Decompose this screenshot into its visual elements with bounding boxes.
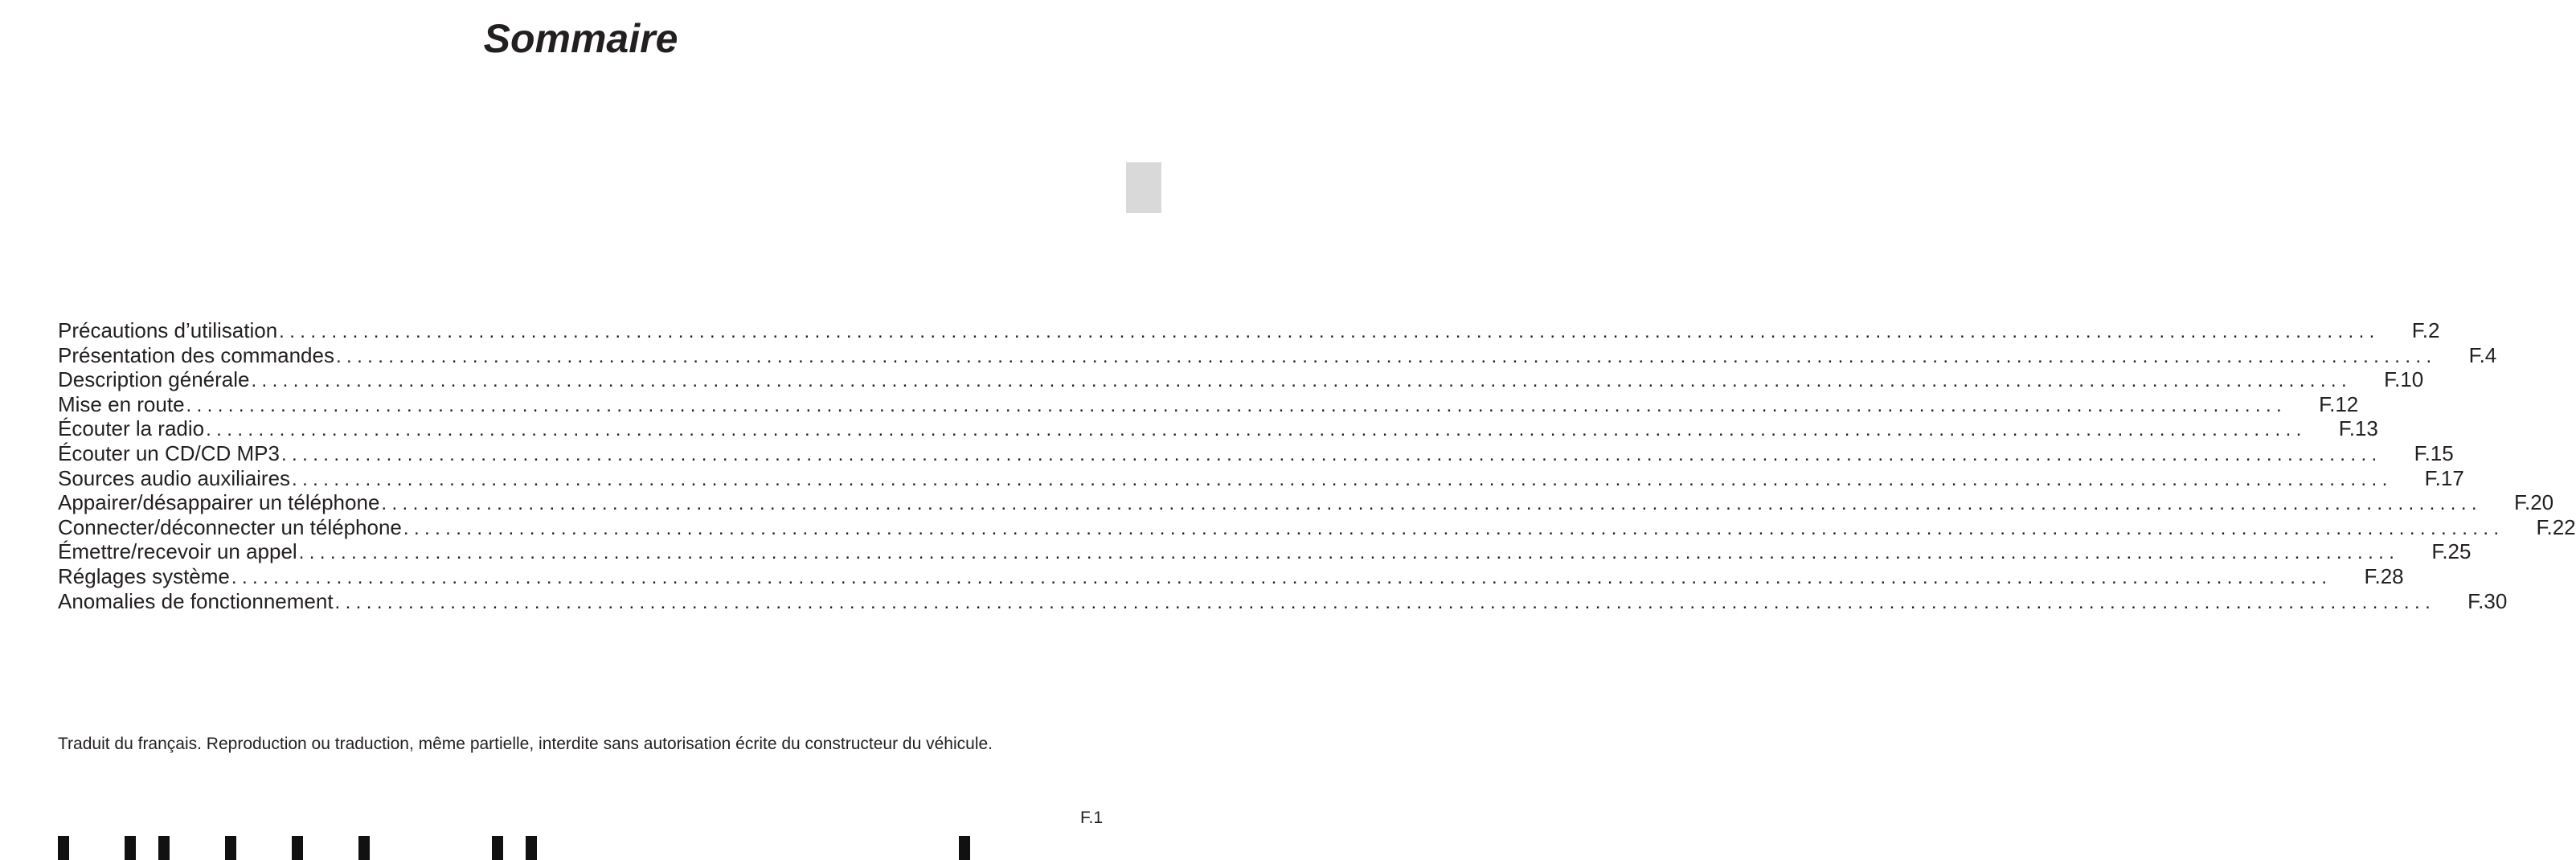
toc-leader-dots: ........................................................................................................................................................................................................	[403, 517, 2504, 539]
toc-entry-label: Appairer/désappairer un téléphone	[58, 490, 380, 515]
toc-entry[interactable]	[58, 367, 2424, 392]
print-registration-marks	[0, 836, 1161, 860]
copyright-notice: Traduit du français. Reproduction ou traduction, même partielle, interdite sans autorisation écrite du constructeur du véhicule.	[58, 735, 993, 753]
toc-entry-page: F.30	[2467, 588, 2508, 613]
toc-entry[interactable]	[58, 440, 2454, 466]
toc-entry[interactable]	[58, 490, 2554, 515]
registration-mark	[58, 836, 69, 860]
toc-leader-dots: ........................................................................................................................................................................................................	[206, 419, 2307, 441]
registration-mark	[358, 836, 370, 860]
registration-mark	[492, 836, 503, 860]
toc-entry-page: F.15	[2414, 440, 2454, 465]
toc-leader-dots: ........................................................................................................................................................................................................	[298, 542, 2400, 564]
section-thumb-tab	[1126, 162, 1161, 213]
registration-mark	[158, 836, 170, 860]
toc-entry-label: Émettre/recevoir un appel	[58, 539, 297, 564]
toc-leader-dots: ........................................................................................................................................................................................................	[231, 566, 2332, 588]
toc-entry[interactable]	[58, 391, 2359, 417]
toc-entry-page: F.2	[2411, 318, 2440, 342]
page-number: F.1	[1079, 809, 1103, 827]
toc-entry-label: Réglages système	[58, 563, 230, 588]
toc-entry-label: Écouter la radio	[58, 416, 205, 441]
toc-entry[interactable]	[58, 514, 2576, 540]
toc-entry-page: F.20	[2514, 490, 2554, 515]
page-title: Sommaire	[483, 16, 678, 61]
toc-entry-page: F.25	[2431, 539, 2472, 564]
registration-mark	[292, 836, 303, 860]
toc-entry[interactable]	[58, 342, 2497, 368]
table-of-contents	[58, 318, 2576, 613]
toc-leader-dots: ........................................................................................................................................................................................................	[335, 345, 2437, 367]
toc-entry-label: Connecter/déconnecter un téléphone	[58, 514, 402, 539]
registration-mark	[526, 836, 537, 860]
registration-mark	[959, 836, 970, 860]
toc-entry-label: Sources audio auxiliaires	[58, 465, 291, 490]
toc-entry-label: Description générale	[58, 367, 250, 392]
toc-entry[interactable]	[58, 465, 2464, 491]
toc-entry-label: Anomalies de fonctionnement	[58, 588, 334, 613]
toc-leader-dots: ........................................................................................................................................................................................................	[292, 468, 2393, 490]
toc-entry[interactable]	[58, 416, 2378, 441]
toc-leader-dots: ........................................................................................................................................................................................................	[334, 591, 2436, 613]
registration-mark	[225, 836, 236, 860]
toc-entry-page: F.13	[2338, 416, 2378, 441]
toc-leader-dots: ........................................................................................................................................................................................................	[186, 394, 2287, 416]
toc-entry[interactable]	[58, 539, 2472, 564]
toc-entry-page: F.10	[2384, 367, 2424, 392]
toc-leader-dots: ........................................................................................................................................................................................................	[381, 493, 2482, 515]
toc-entry-label: Écouter un CD/CD MP3	[58, 440, 280, 465]
toc-leader-dots: ........................................................................................................................................................................................................	[251, 370, 2353, 392]
toc-entry-page: F.12	[2319, 391, 2359, 416]
toc-entry-page: F.4	[2468, 342, 2497, 367]
registration-mark	[125, 836, 136, 860]
toc-entry-label: Précautions d’utilisation	[58, 318, 278, 342]
toc-entry-page: F.22	[2536, 514, 2576, 539]
toc-leader-dots: ........................................................................................................................................................................................................	[279, 321, 2380, 342]
toc-leader-dots: ........................................................................................................................................................................................................	[281, 443, 2382, 465]
toc-entry-label: Mise en route	[58, 391, 185, 416]
toc-entry-page: F.17	[2424, 465, 2464, 490]
toc-entry-page: F.28	[2364, 563, 2404, 588]
toc-entry[interactable]	[58, 563, 2404, 589]
toc-entry[interactable]	[58, 588, 2508, 614]
toc-entry[interactable]	[58, 318, 2440, 343]
toc-entry-label: Présentation des commandes	[58, 342, 334, 367]
